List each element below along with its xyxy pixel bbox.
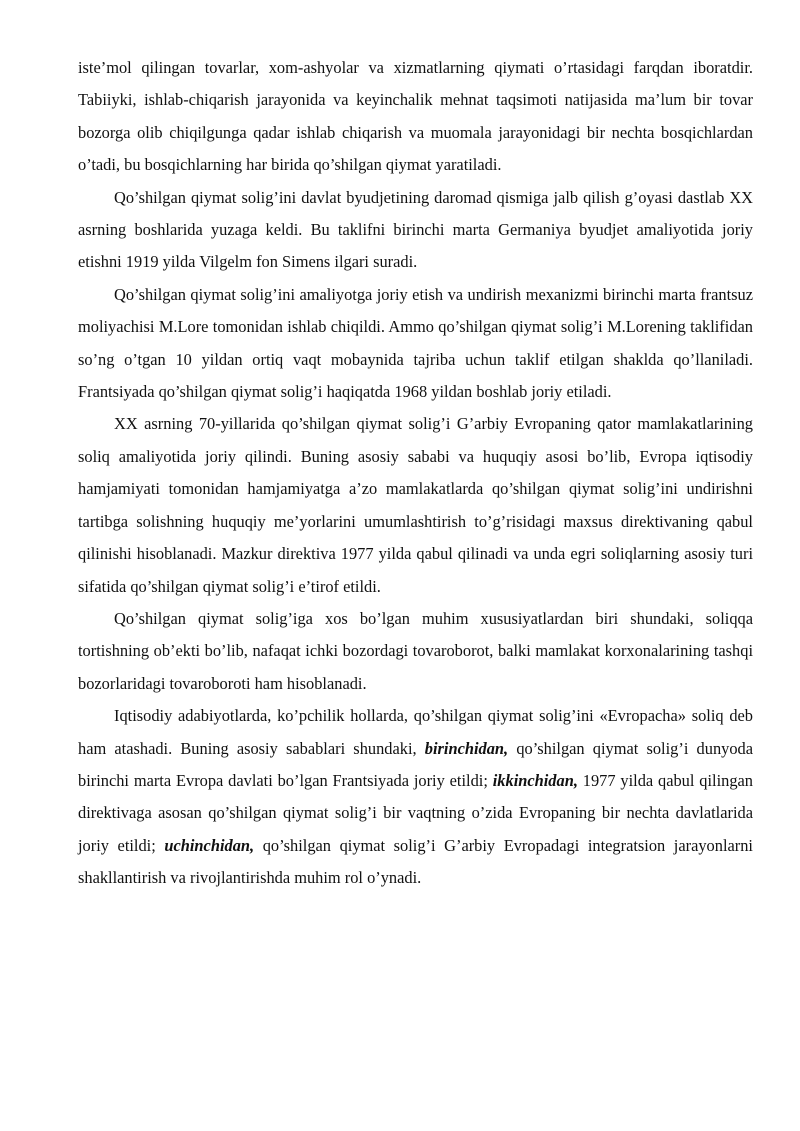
paragraph-european-tax	[78, 700, 753, 894]
emphasis-third: uchinchidan,	[164, 835, 255, 855]
paragraph-text: XX asrning 70-yillarida qo’shilgan qiymat solig’i G’arbiy Evropaning qator mamlakatlarining soliq amaliyotida joriy qilindi. Buning asosiy sababi va huquqiy asosi bo’lib, Evropa iqtisodiy hamjamiyati tomonidan hamjamiyatga a’zo mamlakatlarda qo’shilgan qiymat solig’ini undirishni tartibga solishning huquqiy me’yorlarini umumlashtirish to’g’risidagi maxsus direktivaning qabul qilinishi hisoblanadi. Mazkur direktiva 1977 yilda qabul qilinadi va unda egri soliqlarning asosiy turi sifatida qo’shilgan qiymat solig’i e’tirof etildi.	[78, 414, 753, 596]
paragraph-vat-idea-origin	[78, 182, 753, 279]
paragraph-text: Qo’shilgan qiymat solig’ini amaliyotga joriy etish va undirish mexanizmi birinchi marta frantsuz moliyachisi M.Lore tomonidan ishlab chiqildi. Ammo qo’shilgan qiymat solig’i M.Lorening taklifidan so’ng o’tgan 10 yildan ortiq vaqt mobaynida tajriba uchun taklif etilgan shaklda qo’llaniladi. Frantsiyada qo’shilgan qiymat solig’i haqiqatda 1968 yildan boshlab joriy etiladi.	[78, 284, 753, 402]
emphasis-first: birinchidan,	[424, 738, 509, 758]
paragraph-text: 1977 yilda qabul qilingan direktivaga asosan qo’shilgan qiymat solig’i bir vaqtning o’zida Evropaning bir nechta davlatlarida joriy etildi;	[78, 770, 753, 855]
paragraph-vat-feature	[78, 603, 753, 700]
document-page	[78, 52, 753, 895]
paragraph-text: Qo’shilgan qiymat solig’iga xos bo’lgan muhim xususiyatlardan biri shundaki, soliqqa tortishning ob’ekti bo’lib, nafaqat ichki bozordagi tovaroborot, balki mamlakat korxonalarining tashqi bozorlaridagi tovaroboroti ham hisoblanadi.	[78, 608, 753, 693]
paragraph-vat-western-europe	[78, 408, 753, 602]
paragraph-vat-mechanism-lore	[78, 279, 753, 409]
emphasis-second: ikkinchidan,	[492, 770, 578, 790]
paragraph-text: qo’shilgan qiymat solig’i G’arbiy Evropadagi integratsion jarayonlarni shakllantirish va rivojlantirishda muhim rol o’ynadi.	[78, 835, 753, 888]
paragraph-text: Qo’shilgan qiymat solig’ini davlat byudjetining daromad qismiga jalb qilish g’oyasi dastlab XX asrning boshlarida yuzaga keldi. Bu taklifni birinchi marta Germaniya byudjet amaliyotida joriy etishni 1919 yilda Vilgelm fon Simens ilgari suradi.	[78, 187, 753, 272]
paragraph-text: iste’mol qilingan tovarlar, xom-ashyolar va xizmatlarning qiymati o’rtasidagi farqdan iboratdir. Tabiiyki, ishlab-chiqarish jarayonida va keyinchalik mehnat taqsimoti natijasida ma’lum bir tovar bozorga olib chiqilgunga qadar ishlab chiqarish va muomala jarayonidagi bir nechta bosqichlardan o’tadi, bu bosqichlarning har birida qo’shilgan qiymat yaratiladi.	[78, 58, 753, 175]
paragraph-text: Iqtisodiy adabiyotlarda, ko’pchilik hollarda, qo’shilgan qiymat solig’ini «Evropacha» soliq deb ham atashadi. Buning asosiy sabablari shundaki,	[78, 706, 753, 758]
paragraph-continuation	[78, 52, 753, 182]
paragraph-text: qo’shilgan qiymat solig’i dunyoda birinchi marta Evropa davlati bo’lgan Frantsiyada joriy etildi;	[78, 738, 753, 790]
